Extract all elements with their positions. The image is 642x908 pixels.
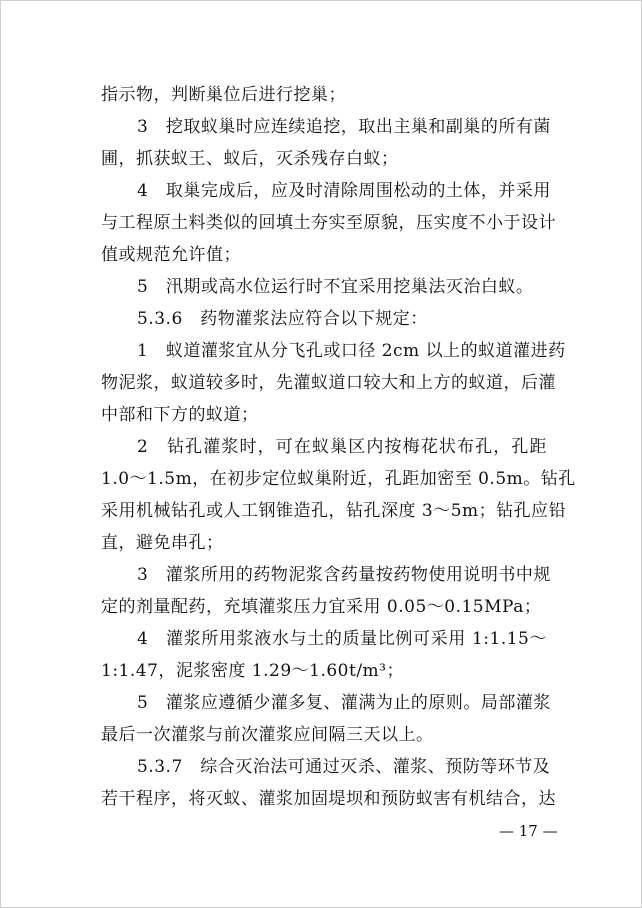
- text-line: 最后一次灌浆与前次灌浆应间隔三天以上。: [101, 725, 434, 745]
- text-line: 若干程序，将灭蚁、灌浆加固堤坝和预防蚁害有机结合，达: [101, 789, 556, 809]
- text-line: 3 挖取蚁巢时应连续追挖，取出主巢和副巢的所有菌: [137, 117, 551, 137]
- text-line: 直，避免串孔；: [101, 533, 224, 553]
- text-line: 5.3.7 综合灭治法可通过灭杀、灌浆、预防等环节及: [137, 757, 551, 777]
- text-line: 2 钻孔灌浆时，可在蚁巢区内按梅花状布孔，孔距: [137, 437, 547, 457]
- page-number: — 17 —: [499, 822, 558, 840]
- text-line: 5 灌浆应遵循少灌多复、灌满为止的原则。局部灌浆: [137, 693, 551, 713]
- text-line: 5.3.6 药物灌浆法应符合以下规定：: [137, 309, 428, 329]
- text-line: 3 灌浆所用的药物泥浆含药量按药物使用说明书中规: [137, 565, 551, 585]
- text-line: 物泥浆，蚁道较多时，先灌蚁道口较大和上方的蚁道，后灌: [101, 373, 556, 393]
- text-line: 4 取巢完成后，应及时清除周围松动的土体，并采用: [137, 181, 551, 201]
- text-line: 1 蚁道灌浆宜从分飞孔或口径 2cm 以上的蚁道灌进药: [137, 341, 566, 361]
- text-line: 值或规范允许值；: [101, 245, 241, 265]
- text-line: 1:1.47，泥浆密度 1.29～1.60t/m³；: [101, 661, 404, 681]
- text-line: 1.0～1.5m，在初步定位蚁巢附近，孔距加密至 0.5m。钻孔: [101, 469, 576, 489]
- body-text: [101, 79, 576, 815]
- text-line: 指示物，判断巢位后进行挖巢；: [101, 85, 346, 105]
- text-line: 与工程原土料类似的回填土夯实至原貌，压实度不小于设计: [101, 213, 556, 233]
- text-line: 5 汛期或高水位运行时不宜采用挖巢法灭治白蚁。: [137, 277, 534, 297]
- text-line: 采用机械钻孔或人工钢锥造孔，钻孔深度 3～5m；钻孔应铅: [101, 501, 567, 521]
- text-line: 定的剂量配药，充填灌浆压力宜采用 0.05～0.15MPa；: [101, 597, 542, 617]
- text-line: 4 灌浆所用浆液水与土的质量比例可采用 1:1.15～: [137, 629, 547, 649]
- text-line: 中部和下方的蚁道；: [101, 405, 259, 425]
- text-line: 圃，抓获蚁王、蚁后，灭杀残存白蚁；: [101, 149, 399, 169]
